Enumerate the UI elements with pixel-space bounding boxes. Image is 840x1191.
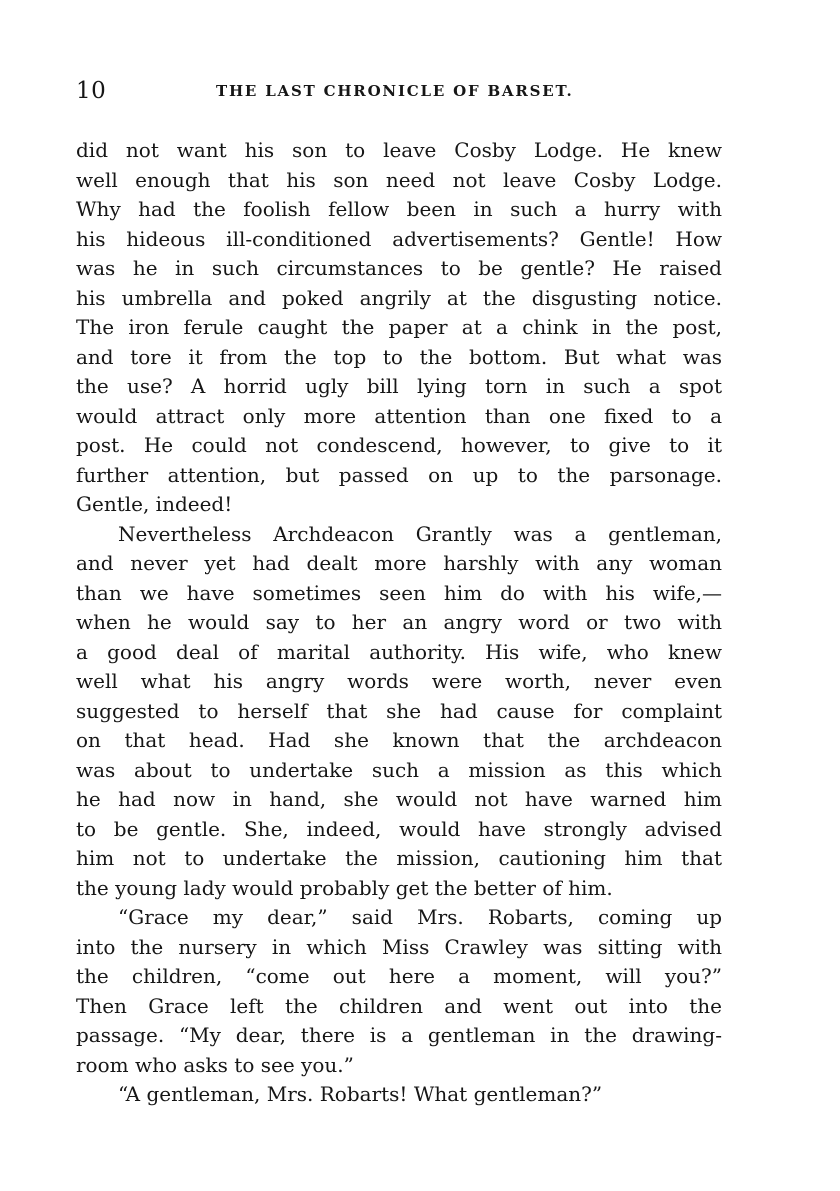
text-line: did not want his son to leave Cosby Lodge. He knew [76,138,722,162]
paragraph-end-line: Gentle, indeed! [76,492,233,516]
body-text [76,136,722,1110]
text-line: his hideous ill-conditioned advertisements? Gentle! How [76,226,722,251]
text-line: would attract only more attention than one fixed to a [76,403,722,428]
text-line: well enough that his son need not leave Cosby Lodge. [76,167,722,192]
text-line: suggested to herself that she had cause for complaint [76,698,722,723]
text-line: on that head. Had she known that the archdeacon [76,728,722,752]
paragraph-end-line: the young lady would probably get the better of him. [76,875,613,900]
text-line: Why had the foolish fellow been in such a hurry with [76,197,722,221]
paragraph-end-line: room who asks to see you.” [76,1052,354,1077]
text-line: was he in such circumstances to be gentle? He raised [76,256,722,280]
text-line: into the nursery in which Miss Crawley was sitting with [76,934,722,959]
text-line: the use? A horrid ugly bill lying torn in such a spot [76,374,722,398]
text-line: The iron ferule caught the paper at a chink in the post, [76,315,722,339]
text-line: well what his angry words were worth, never even [76,669,722,693]
text-line: a good deal of marital authority. His wife, who knew [76,639,722,664]
text-line: he had now in hand, she would not have warned him [76,787,722,811]
text-line: further attention, but passed on up to the parsonage. [76,462,722,487]
text-line: to be gentle. She, indeed, would have strongly advised [76,816,722,841]
text-line: him not to undertake the mission, cautioning him that [76,846,722,870]
text-line: his umbrella and poked angrily at the disgusting notice. [76,285,722,310]
running-title: THE LAST CHRONICLE OF BARSET. [216,82,574,100]
paragraph-start-line: Nevertheless Archdeacon Grantly was a gentleman, [118,521,722,546]
text-line: and tore it from the top to the bottom. But what was [76,344,722,369]
text-line: passage. “My dear, there is a gentleman in the drawing- [76,1023,722,1047]
text-line: the children, “come out here a moment, will you?” [76,964,722,988]
page-number: 10 [76,78,107,104]
text-line: than we have sometimes seen him do with his wife,— [76,580,722,605]
page-header [76,76,722,106]
text-line: was about to undertake such a mission as this which [76,757,722,782]
text-line: when he would say to her an angry word or two with [76,610,722,634]
text-line: Then Grace left the children and went out into the [76,993,722,1018]
paragraph-start-line: “A gentleman, Mrs. Robarts! What gentleman?” [118,1082,603,1106]
paragraph-start-line: “Grace my dear,” said Mrs. Robarts, coming up [118,905,722,929]
text-line: post. He could not condescend, however, to give to it [76,433,722,457]
text-line: and never yet had dealt more harshly with any woman [76,551,722,575]
